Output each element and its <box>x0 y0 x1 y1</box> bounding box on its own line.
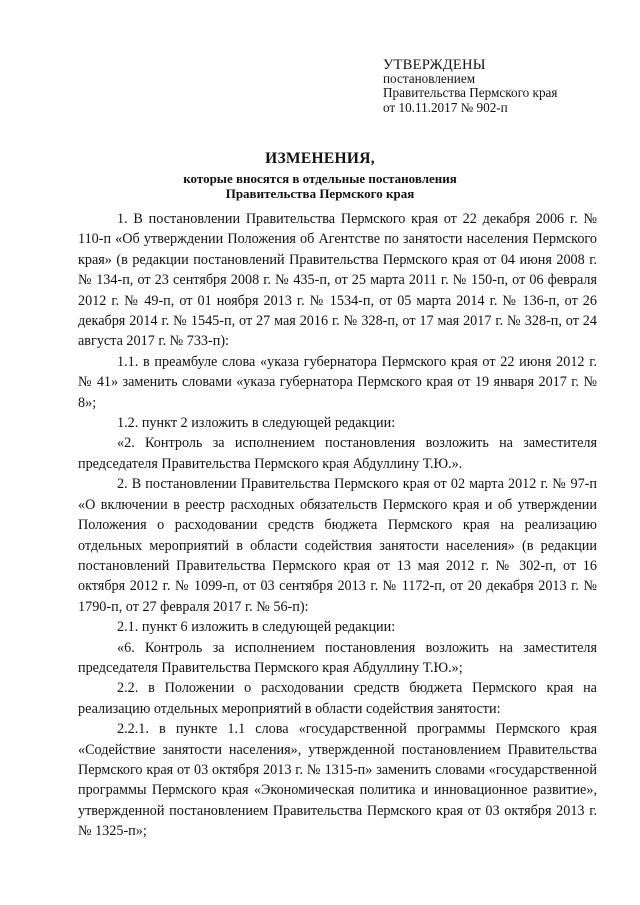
paragraph-1: 1. В постановлении Правительства Пермского края от 22 декабря 2006 г. № 110-п «Об утверждении Положения об Агентстве по занятости населения Пермского края» (в редакции постановлений Правительства Пермского края от 04 июня 2008 г. № 134-п, от 23 сентября 2008 г. № 435-п, от 25 марта 2011 г. № 150-п, от 06 февраля 2012 г. № 49-п, от 01 ноября 2013 г. № 1534-п, от 05 марта 2014 г. № 136-п, от 26 декабря 2014 г. № 1545-п, от 27 мая 2016 г. № 328-п, от 17 мая 2017 г. № 328-п, от 24 августа 2017 г. № 733-п): <box>78 211 597 350</box>
document-subtitle-1: которые вносятся в отдельные постановления <box>183 171 457 186</box>
paragraph-2-2: 2.2. в Положении о расходовании средств бюджета Пермского края на реализацию отдельных мероприятий в области содействия занятости: <box>78 680 597 717</box>
paragraph-2-1: 2.1. пункт 6 изложить в следующей редакции: <box>117 619 396 636</box>
paragraph-1-2: 1.2. пункт 2 изложить в следующей редакции: <box>117 415 396 432</box>
paragraph-2: 2. В постановлении Правительства Пермского края от 02 марта 2012 г. № 97-п «О включении в реестр расходных обязательств Пермского края и об утверждении Положения о расходовании средств бюджета Пермского края на реализацию отдельных мероприятий в области содействия занятости населения» (в редакции постановлений Правительства Пермского края от 13 мая 2012 г. № 302-п, от 16 октября 2012 г. № 1099-п, от 03 сентября 2013 г. № 1172-п, от 20 декабря 2013 г. № 1790-п, от 27 февраля 2017 г. № 56-п): <box>78 476 597 615</box>
document-title: ИЗМЕНЕНИЯ, <box>265 150 375 167</box>
approval-line-1: постановлением <box>383 71 476 87</box>
document-body <box>78 209 597 842</box>
approval-line-3: от 10.11.2017 № 902-п <box>383 99 508 115</box>
document-heading <box>0 149 640 201</box>
paragraph-1-2-text: «2. Контроль за исполнением постановления возложить на заместителя председателя Правительства Пермского края Абдуллину Т.Ю.». <box>78 435 597 472</box>
paragraph-2-1-text: «6. Контроль за исполнением постановления возложить на заместителя председателя Правительства Пермского края Абдуллину Т.Ю.»; <box>78 639 597 676</box>
paragraph-1-1: 1.1. в преамбуле слова «указа губернатора Пермского края от 22 июня 2012 г. № 41» заменить словами «указа губернатора Пермского края от 19 января 2017 г. № 8»; <box>78 353 597 411</box>
approval-title: УТВЕРЖДЕНЫ <box>383 57 486 73</box>
document-subtitle-2: Правительства Пермского края <box>225 185 415 201</box>
paragraph-2-2-1: 2.2.1. в пункте 1.1 слова «государственной программы Пермского края «Содействие занятости населения», утвержденной постановлением Правительства Пермского края от 03 октября 2013 г. № 1315-п» заменить словами «государственной программы Пермского края «Экономическая политика и инновационное развитие», утвержденной постановлением Правительства Пермского края от 03 октября 2013 г. № 1325-п»; <box>78 721 597 840</box>
approval-stamp <box>383 58 557 115</box>
approval-line-2: Правительства Пермского края <box>383 85 558 101</box>
